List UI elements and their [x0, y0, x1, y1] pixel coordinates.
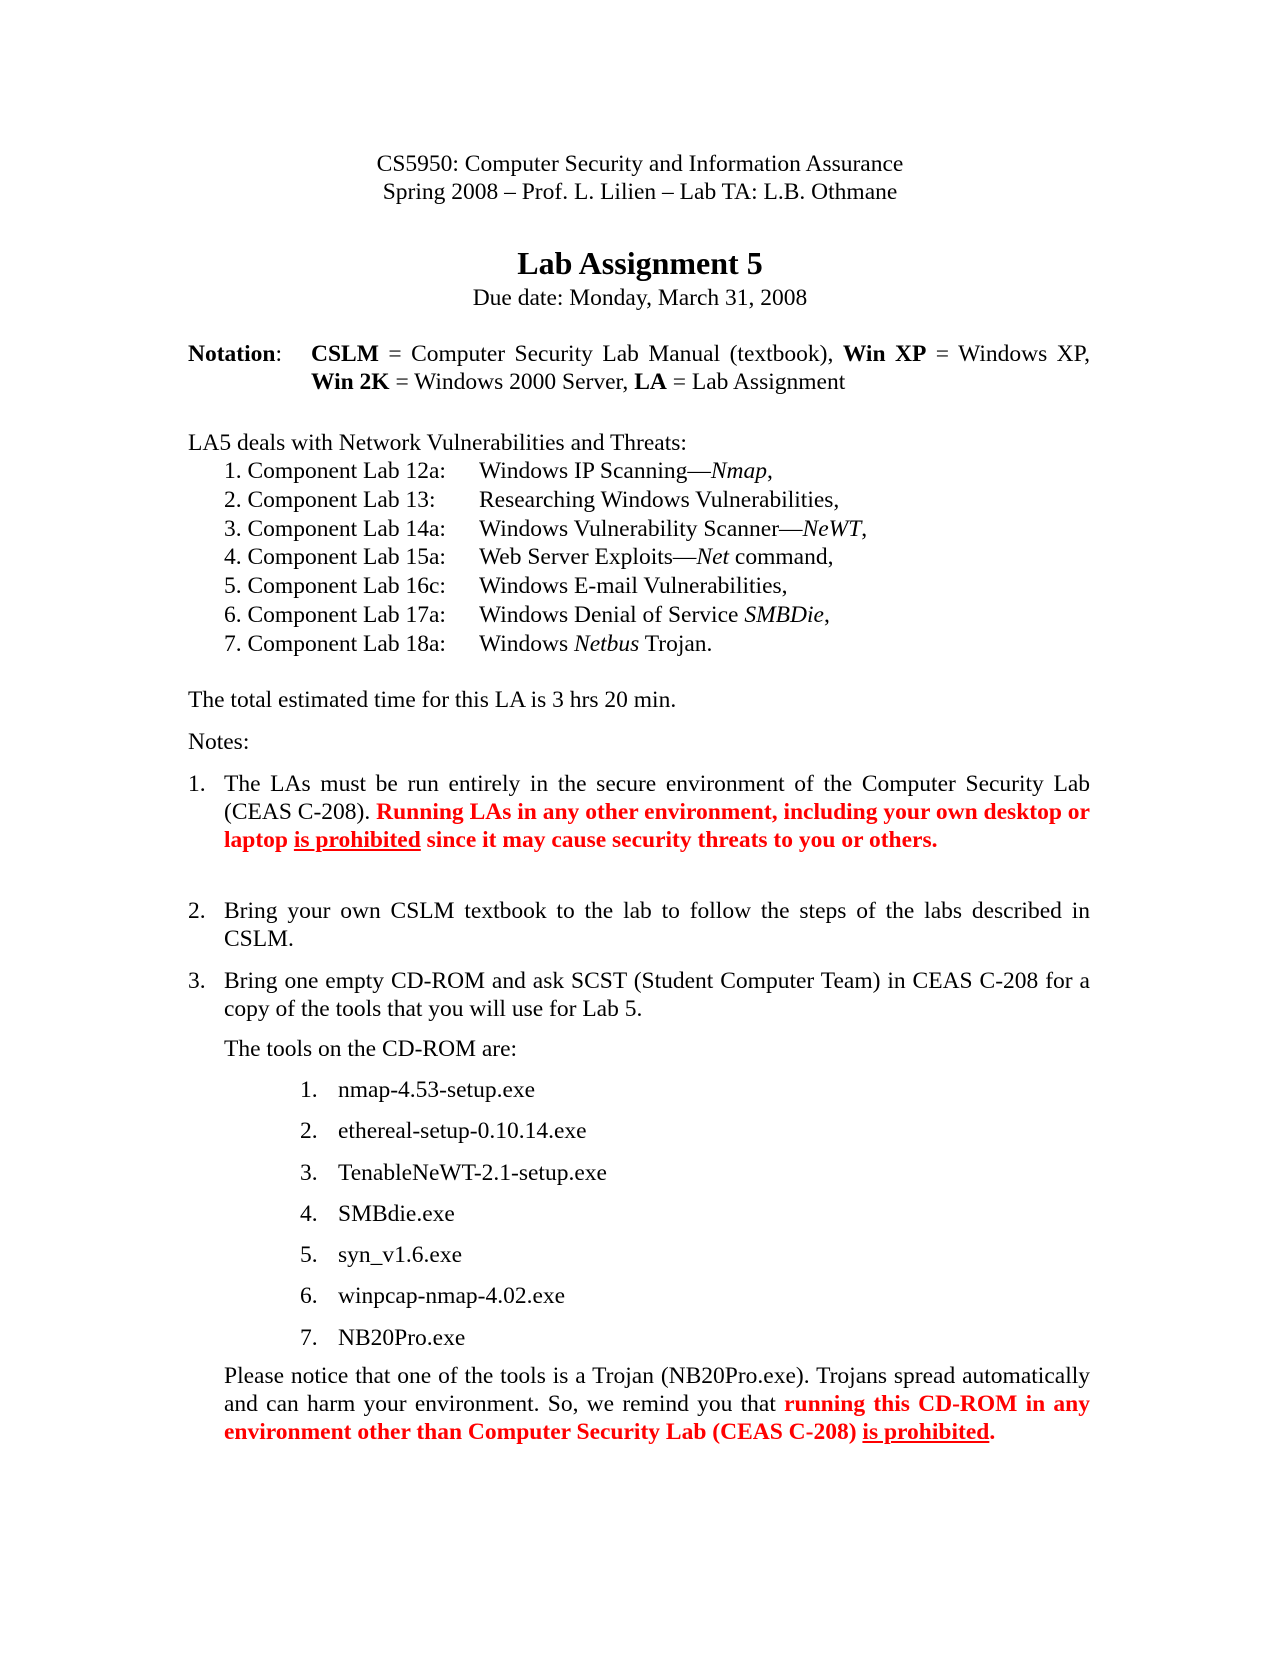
- warning-text: Running LAs in any other environment, including your own desktop or laptop: [224, 799, 1090, 853]
- list-item: 1. nmap-4.53-setup.exe: [300, 1077, 536, 1103]
- note-number: 2.: [188, 898, 206, 924]
- warning-text: running this CD-ROM in any environment other than Computer Security Lab (CEAS C-208): [224, 1391, 1090, 1445]
- course-header: [0, 150, 1280, 206]
- warning-text: since it may cause security threats to you or others.: [420, 827, 938, 853]
- list-item: 3. Component Lab 14a: Windows Vulnerability Scanner—NeWT,: [224, 515, 868, 542]
- list-item: 1. Component Lab 12a: Windows IP Scanning—Nmap,: [224, 458, 773, 484]
- note-number: 3.: [188, 968, 206, 994]
- warning-underline: is prohibited: [862, 1419, 990, 1445]
- course-title: CS5950: Computer Security and Information Assurance: [376, 151, 904, 177]
- notation-block: [188, 340, 1090, 396]
- notation-term: Win XP: [842, 341, 927, 367]
- notation-label: Notation:: [188, 341, 283, 367]
- note-body: The LAs must be run entirely in the secure environment of the Computer Security Lab (CEAS C-208). Running LAs in any other environment, including your own desktop or laptop is prohibited since it may cause security threats to you or others.: [224, 771, 1090, 853]
- list-item: 5. syn_v1.6.exe: [300, 1242, 463, 1269]
- due-date: Due date: Monday, March 31, 2008: [472, 285, 808, 311]
- note-body: Bring your own CSLM textbook to the lab to follow the steps of the labs described in CSLM.: [224, 898, 1090, 952]
- list-item: 6. Component Lab 17a: Windows Denial of Service SMBDie,: [224, 601, 830, 628]
- list-item: 4. SMBdie.exe: [300, 1200, 455, 1227]
- notation-term: CSLM: [311, 341, 379, 367]
- course-term: Spring 2008 – Prof. L. Lilien – Lab TA: L.B. Othmane: [382, 179, 898, 205]
- list-item: 5. Component Lab 16c: Windows E-mail Vulnerabilities,: [224, 573, 788, 600]
- list-item: 2. Component Lab 13: Researching Windows Vulnerabilities,: [224, 486, 840, 513]
- note-1: [188, 770, 1090, 854]
- note-3: [188, 967, 1090, 1023]
- notation-text: CSLM = Computer Security Lab Manual (textbook), Win XP = Windows XP, Win 2K = Windows 2000 Server, LA = Lab Assignment: [311, 341, 1090, 395]
- list-item: 7. NB20Pro.exe: [300, 1324, 466, 1351]
- trojan-warning-paragraph: Please notice that one of the tools is a Trojan (NB20Pro.exe). Trojans spread automatically and can harm your environment. So, we remind you that running this CD-ROM in any environment other than Computer Security Lab (CEAS C-208) is prohibited.: [224, 1363, 1090, 1445]
- warning-period: .: [989, 1419, 996, 1445]
- note-number: 1.: [188, 771, 206, 797]
- tools-heading: The tools on the CD-ROM are:: [224, 1036, 518, 1062]
- list-item: 7. Component Lab 18a: Windows Netbus Trojan.: [224, 630, 713, 657]
- tools-list: [300, 1076, 607, 1365]
- component-lab-list: [224, 457, 867, 659]
- warning-underline: is prohibited: [293, 827, 421, 853]
- list-item: 2. ethereal-setup-0.10.14.exe: [300, 1118, 587, 1145]
- total-time: The total estimated time for this LA is 3 hrs 20 min.: [188, 687, 677, 713]
- list-item: 4. Component Lab 15a: Web Server Exploits—Net command,: [224, 544, 834, 571]
- intro-text: LA5 deals with Network Vulnerabilities and Threats:: [188, 430, 687, 456]
- page-title: Lab Assignment 5: [517, 245, 763, 281]
- note-2: [188, 897, 1090, 953]
- notation-term: Win 2K: [311, 369, 390, 395]
- notation-term: LA: [634, 369, 667, 395]
- notes-heading: Notes:: [188, 729, 250, 755]
- note-body: Bring one empty CD-ROM and ask SCST (Student Computer Team) in CEAS C-208 for a copy of the tools that you will use for Lab 5.: [224, 968, 1090, 1022]
- list-item: 3. TenableNeWT-2.1-setup.exe: [300, 1159, 607, 1186]
- list-item: 6. winpcap-nmap-4.02.exe: [300, 1283, 566, 1310]
